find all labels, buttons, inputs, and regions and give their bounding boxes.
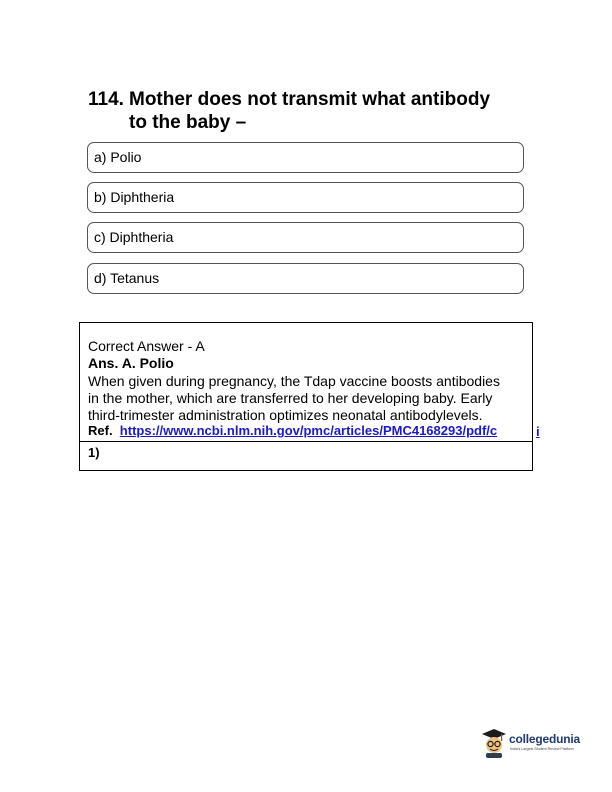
- reference-link-overflow[interactable]: i: [536, 424, 540, 439]
- explanation-line: When given during pregnancy, the Tdap vaccine boosts antibodies: [88, 373, 500, 389]
- answer-box: [79, 322, 533, 471]
- collegedunia-logo: [480, 728, 590, 760]
- graduate-mascot-icon: [480, 728, 508, 758]
- question-number: 114.: [88, 89, 124, 110]
- explanation-line: third-trimester administration optimizes neonatal antibodylevels.: [88, 407, 483, 423]
- explanation-line: in the mother, which are transferred to her developing baby. Early: [88, 390, 493, 406]
- correct-answer: Correct Answer - A: [88, 338, 205, 354]
- reference-label: Ref.: [88, 423, 113, 438]
- option-a[interactable]: a) Polio: [87, 142, 524, 173]
- logo-brand: collegedunia: [509, 732, 580, 746]
- reference-suffix: 1): [88, 445, 100, 460]
- divider: [80, 441, 532, 442]
- option-b[interactable]: b) Diphtheria: [87, 182, 524, 213]
- question-text-line-1: Mother does not transmit what antibody: [129, 89, 491, 110]
- reference: [88, 422, 497, 439]
- answer-title: Ans. A. Polio: [88, 355, 174, 371]
- option-d[interactable]: d) Tetanus: [87, 263, 524, 294]
- reference-link[interactable]: https://www.ncbi.nlm.nih.gov/pmc/articles/PMC4168293/pdf/c: [119, 423, 498, 438]
- logo-tagline: India's Largest Student Review Platform: [510, 747, 574, 751]
- option-c[interactable]: c) Diphtheria: [87, 222, 524, 253]
- question-text-line-2: to the baby –: [129, 112, 247, 133]
